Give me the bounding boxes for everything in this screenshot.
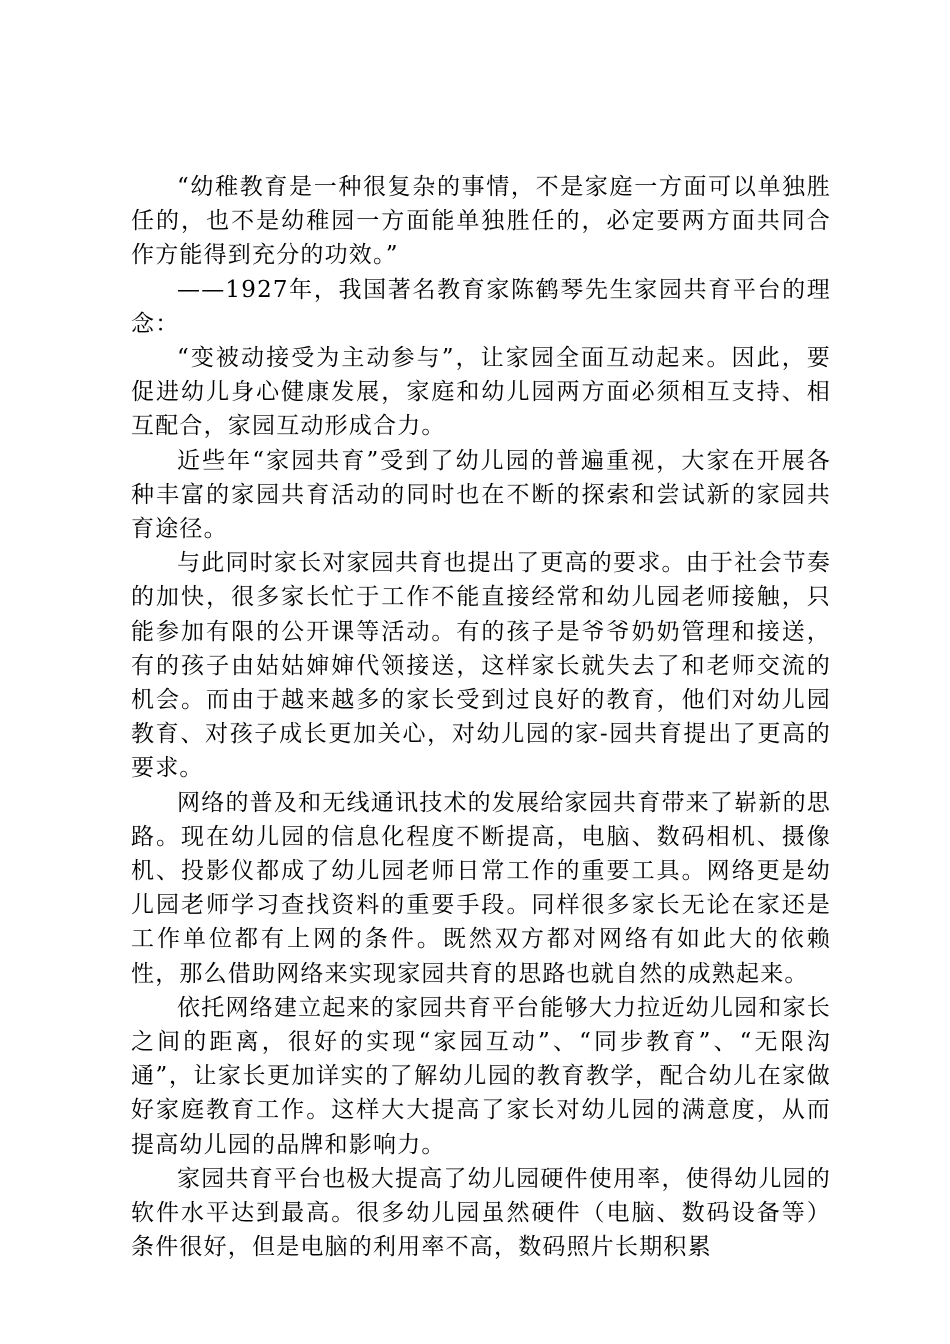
paragraph-platform-benefits: 依托网络建立起来的家园共育平台能够大力拉近幼儿园和家长之间的距离，很好的实现“家园互动”、“同步教育”、“无限沟通”，让家长更加详实的了解幼儿园的教育教学，配合幼儿在家做好家庭教育工作。这样大大提高了家长对幼儿园的满意度，从而提高幼儿园的品牌和影响力。 (131, 994, 831, 1158)
paragraph-chen-heqin-quote: “幼稚教育是一种很复杂的事情，不是家庭一方面可以单独胜任的，也不是幼稚园一方面能单独胜任的，必定要两方面共同合作方能得到充分的功效。” (131, 174, 831, 269)
paragraph-parent-requirements: 与此同时家长对家园共育也提出了更高的要求。由于社会节奏的加快，很多家长忙于工作不能直接经常和幼儿园老师接触，只能参加有限的公开课等活动。有的孩子是爷爷奶奶管理和接送，有的孩子由姑姑婶婶代领接送，这样家长就失去了和老师交流的机会。而由于越来越多的家长受到过良好的教育，他们对幼儿园教育、对孩子成长更加关心，对幼儿园的家-园共育提出了更高的要求。 (131, 550, 831, 782)
document-body (131, 170, 831, 1265)
paragraph-hardware-usage: 家园共育平台也极大提高了幼儿园硬件使用率，使得幼儿园的软件水平达到最高。很多幼儿园虽然硬件（电脑、数码设备等）条件很好，但是电脑的利用率不高，数码照片长期积累 (131, 1165, 831, 1261)
paragraph-recent-years: 近些年“家园共育”受到了幼儿园的普遍重视，大家在开展各种丰富的家园共育活动的同时也在不断的探索和尝试新的家园共育途径。 (131, 447, 831, 543)
paragraph-quote-attribution: ——1927年，我国著名教育家陈鹤琴先生家园共育平台的理念： (131, 276, 831, 337)
paragraph-network-development: 网络的普及和无线通讯技术的发展给家园共育带来了崭新的思路。现在幼儿园的信息化程度不断提高，电脑、数码相机、摄像机、投影仪都成了幼儿园老师日常工作的重要工具。网络更是幼儿园老师学习查找资料的重要手段。同样很多家长无论在家还是工作单位都有上网的条件。既然双方都对网络有如此大的依赖性，那么借助网络来实现家园共育的思路也就自然的成熟起来。 (131, 789, 831, 987)
paragraph-concept: “变被动接受为主动参与”，让家园全面互动起来。因此，要促进幼儿身心健康发展，家庭和幼儿园两方面必须相互支持、相互配合，家园互动形成合力。 (131, 345, 831, 440)
